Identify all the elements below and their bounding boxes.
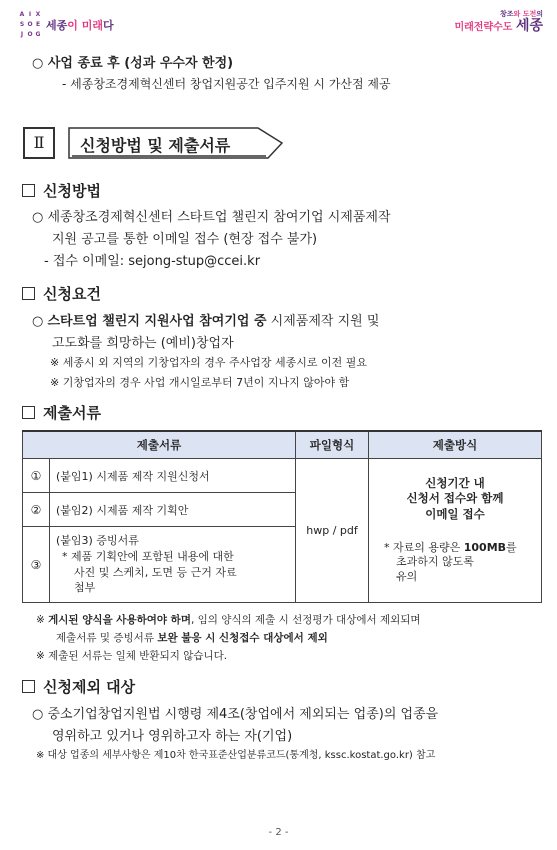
future-capital-logo: 창조와 도전의 미래전략수도 세종 (454, 10, 543, 35)
checkbox-square-icon (22, 184, 35, 197)
size-limit-note: * 자료의 용량은 100MB를 초과하지 않도록 유의 (384, 540, 517, 584)
documents-note2: ※ 제출된 서류는 일체 반환되지 않습니다. (36, 650, 228, 662)
apply-method-heading: 신청방법 (22, 180, 101, 201)
row-doc: (붙임3) 증빙서류 * 제품 기획안에 포함된 내용에 대한 사진 및 스케치, 도면 등 근거 자료 첨부 (50, 527, 296, 603)
circle-bullet-icon: ○ (32, 56, 44, 71)
requirements-note2: ※ 기창업자의 경우 사업 개시일로부터 7년이 지나지 않아야 함 (50, 376, 350, 389)
requirements-heading: 신청요건 (22, 283, 101, 304)
row-number: ① (23, 459, 50, 493)
sejong-logo-grid: A I X S O E J O G (19, 11, 41, 38)
exclusion-line1: ○ 중소기업창업지원법 시행령 제4조(창업에서 제외되는 업종)의 업종을 (32, 707, 439, 722)
intro-bullet: ○ 사업 종료 후 (성과 우수자 한정) (32, 56, 234, 71)
submission-method-cell: 신청기간 내 신청서 접수와 함께 이메일 접수 * 자료의 용량은 100MB를 초과하지 않도록 유의 (369, 459, 542, 603)
sejong-logo (18, 8, 114, 42)
apply-method-line1: ○ 세종창조경제혁신센터 스타트업 챌린지 참여기업 시제품제작 (32, 210, 391, 225)
section-title: 신청방법 및 제출서류 (80, 136, 231, 155)
exclusion-line2: 영위하고 있거나 영위하고자 하는 자(기업) (52, 729, 293, 744)
section-number: Ⅱ (23, 127, 55, 159)
checkbox-square-icon (22, 287, 35, 300)
requirements-line1: ○ 스타트업 챌린지 지원사업 참여기업 중 시제품제작 지원 및 (32, 314, 380, 329)
file-format-cell: hwp / pdf (296, 459, 369, 603)
row-doc: (붙임2) 시제품 제작 기획안 (50, 493, 296, 527)
row-number: ② (23, 493, 50, 527)
documents-heading: 제출서류 (22, 402, 101, 423)
section-title-box (68, 127, 283, 159)
table-header-method: 제출방식 (369, 431, 542, 459)
table-header-format: 파일형식 (296, 431, 369, 459)
apply-method-line2: 지원 공고를 통한 이메일 접수 (현장 접수 불가) (52, 232, 318, 247)
requirements-note1: ※ 세종시 외 지역의 기창업자의 경우 주사업장 세종시로 이전 필요 (50, 356, 367, 369)
circle-bullet-icon: ○ (32, 707, 44, 722)
exclusion-heading: 신청제외 대상 (22, 676, 135, 697)
row-doc: (붙임1) 시제품 제작 지원신청서 (50, 459, 296, 493)
intro-sub: - 세종창조경제혁신센터 창업지원공간 입주지원 시 가산점 제공 (62, 77, 391, 91)
sejong-logo-wordmark: 세종이 미래다 (46, 19, 114, 32)
table-row (23, 459, 542, 493)
page-number: - 2 - (268, 827, 289, 838)
circle-bullet-icon: ○ (32, 314, 44, 329)
table-header-row (23, 431, 542, 459)
table-header-docs: 제출서류 (23, 431, 296, 459)
apply-email: - 접수 이메일: sejong-stup@ccei.kr (44, 254, 261, 269)
requirements-line2: 고도화를 희망하는 (예비)창업자 (52, 336, 234, 351)
documents-note1: ※ 게시된 양식을 사용하여야 하며, 임의 양식의 제출 시 선정평가 대상에서 제외되며 (36, 614, 421, 626)
documents-table (22, 430, 542, 603)
checkbox-square-icon (22, 680, 35, 693)
checkbox-square-icon (22, 406, 35, 419)
documents-note1-line2: 제출서류 및 증빙서류 보완 불응 시 신청접수 대상에서 제외 (56, 632, 328, 644)
row-number: ③ (23, 527, 50, 603)
exclusion-note: ※ 대상 업종의 세부사항은 제10차 한국표준산업분류코드(통계청, kssc.kostat.go.kr) 참고 (36, 750, 436, 761)
circle-bullet-icon: ○ (32, 210, 44, 225)
